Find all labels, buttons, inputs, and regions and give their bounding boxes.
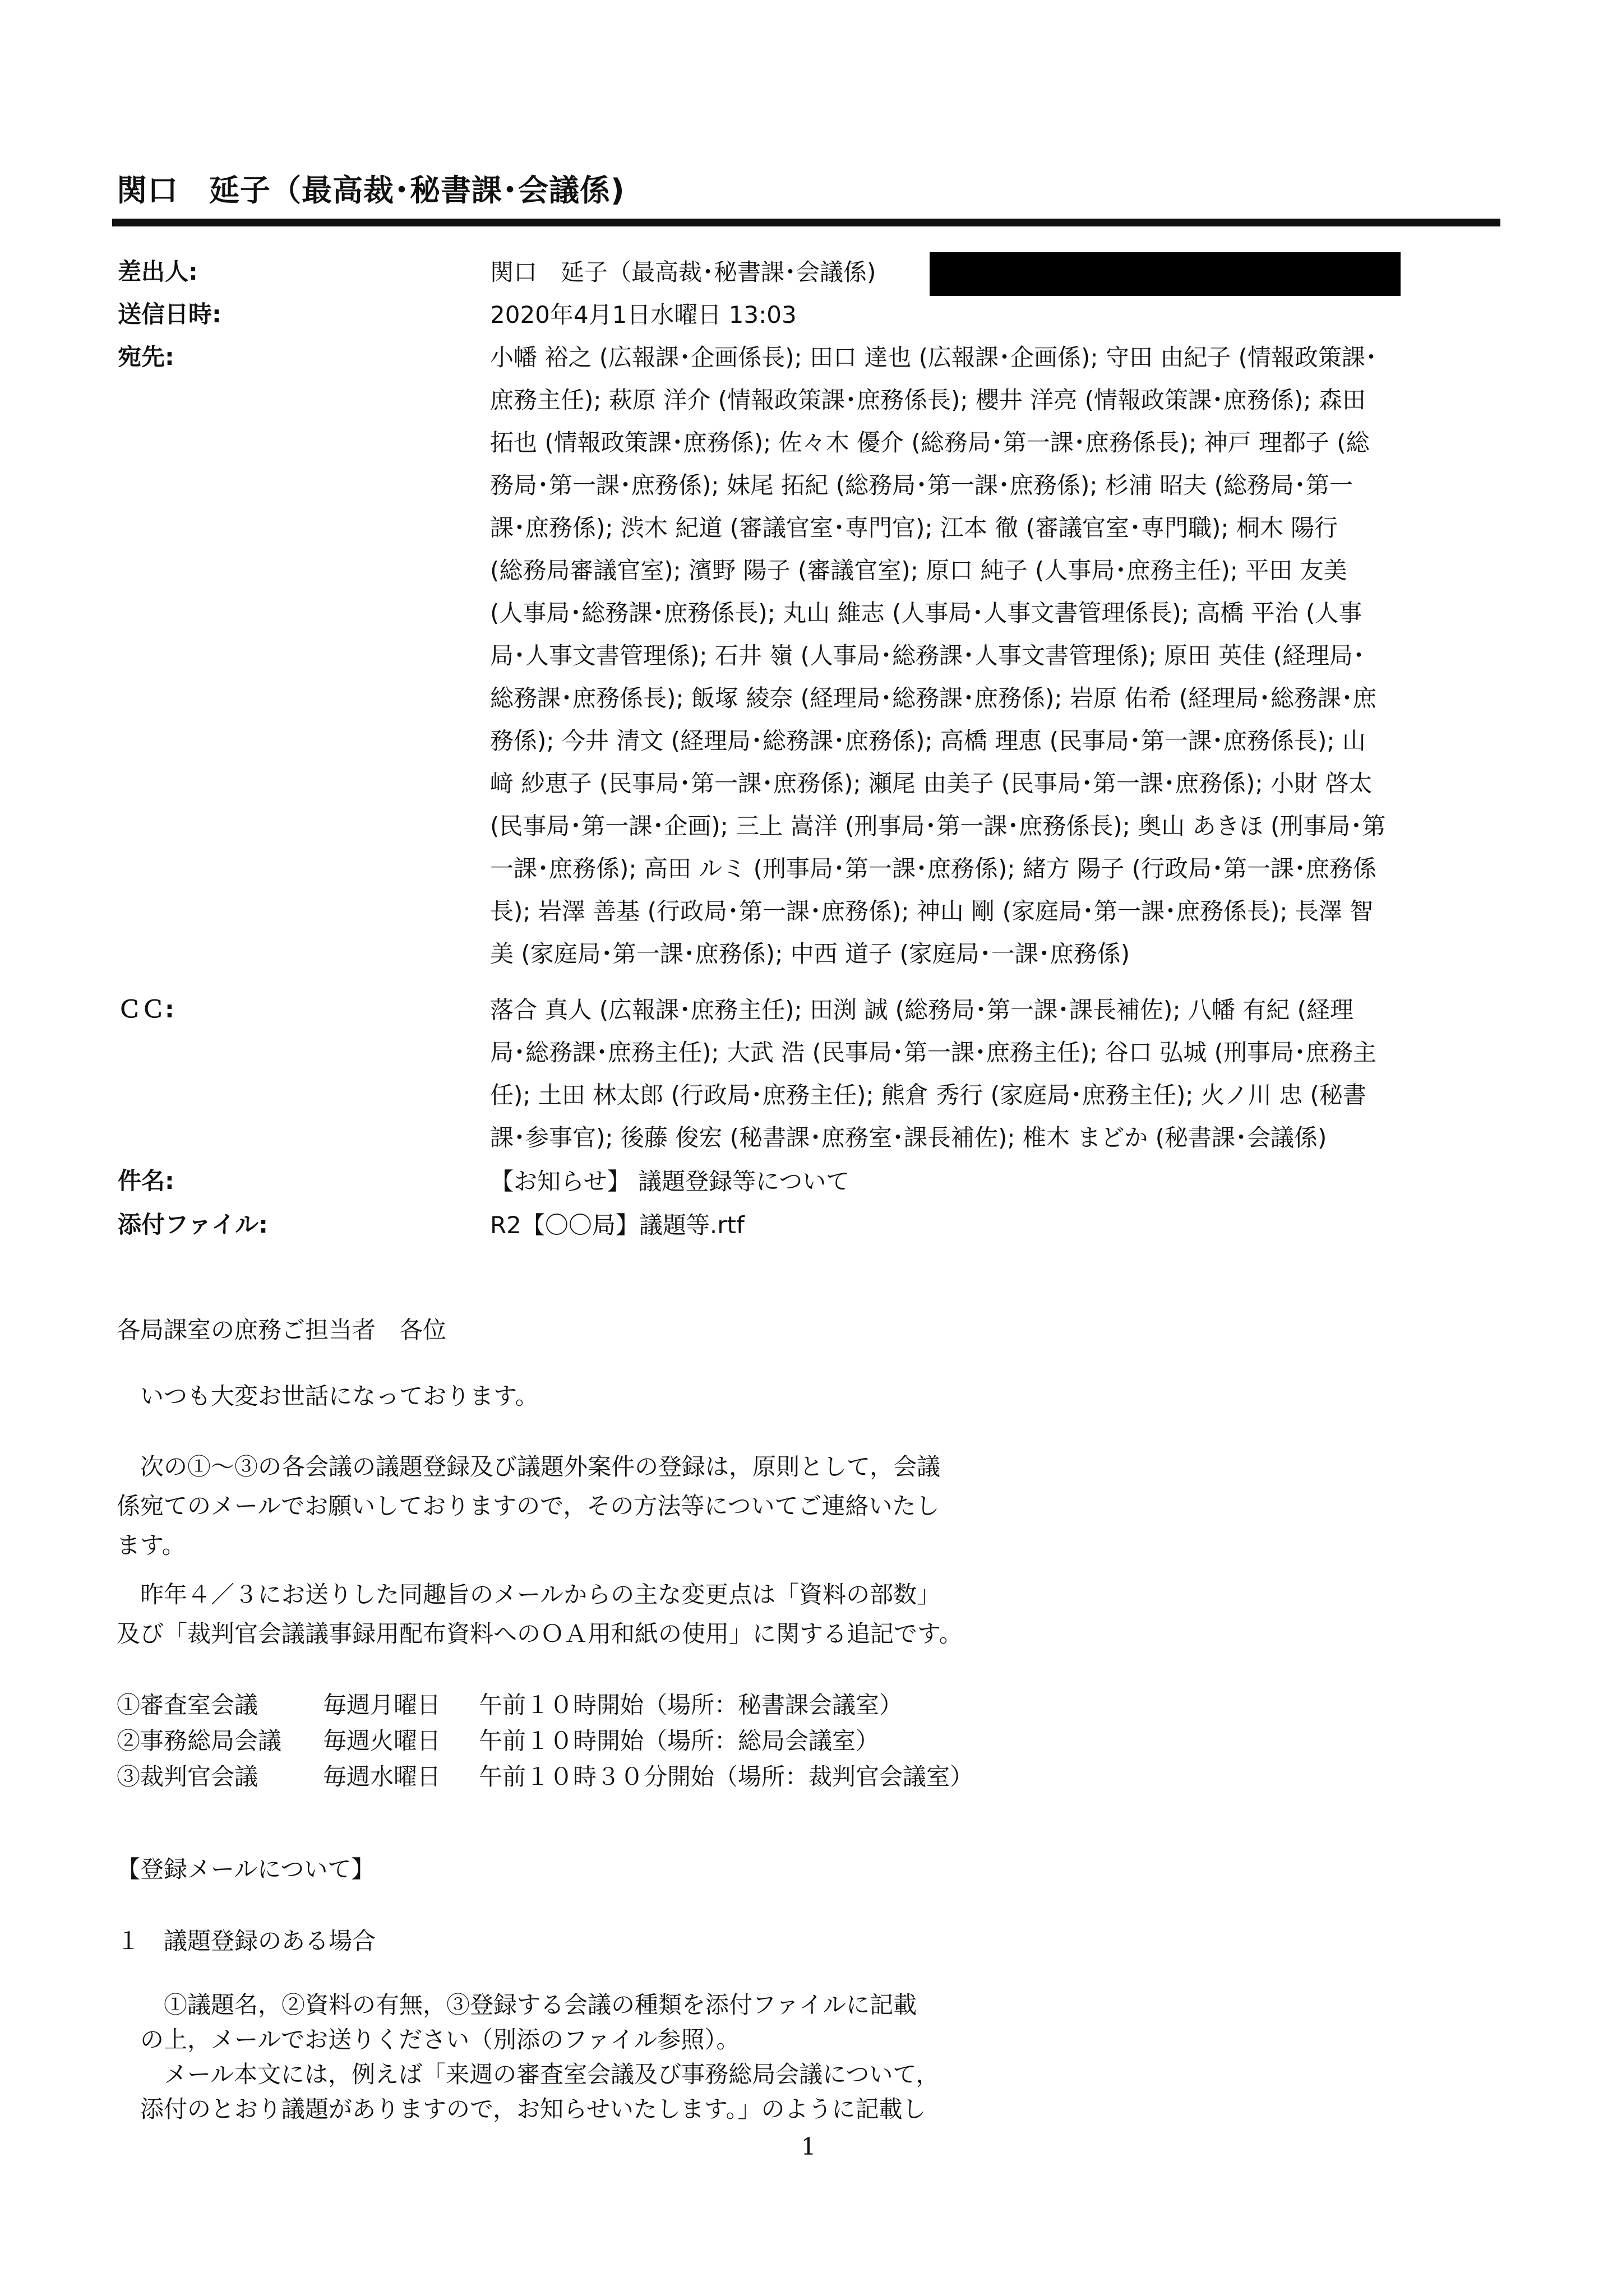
from-label: 差出人: bbox=[118, 258, 198, 285]
to-line: 総務課･庶務係長); 飯塚 綾奈 (経理局･総務課･庶務係); 岩原 佑希 (経理局･総務課･庶 bbox=[490, 684, 1376, 712]
meeting-detail: 午前１０時開始（場所：総局会議室） bbox=[479, 1727, 880, 1755]
to-line: (総務局審議官室); 濱野 陽子 (審議官室); 原口 純子 (人事局･庶務主任); 平田 友美 bbox=[490, 557, 1347, 584]
paragraph-line: 昨年４／３にお送りした同趣旨のメールからの主な変更点は「資料の部数」 bbox=[117, 1581, 941, 1608]
to-label: 宛先: bbox=[118, 343, 174, 371]
to-line: 拓也 (情報政策課･庶務係); 佐々木 優介 (総務局･第一課･庶務係長); 神戸 理都子 (総 bbox=[490, 429, 1370, 456]
section-heading: 【登録メールについて】 bbox=[117, 1855, 375, 1883]
meeting-row bbox=[117, 1759, 973, 1795]
meeting-name: ③裁判官会議 bbox=[117, 1763, 258, 1790]
sent-label: 送信日時: bbox=[118, 300, 221, 328]
item-line: ①議題名，②資料の有無，③登録する会議の種類を添付ファイルに記載 bbox=[117, 1991, 917, 2019]
item-body bbox=[117, 1988, 939, 2127]
paragraph-line: 係宛てのメールでお願いしておりますので，その方法等についてご連絡いたし bbox=[117, 1492, 940, 1520]
paragraph-changes bbox=[117, 1575, 963, 1654]
cc-line: 局･総務課･庶務主任); 大武 浩 (民事局･第一課･庶務主任); 谷口 弘城 (刑事局･庶務主 bbox=[490, 1039, 1376, 1066]
greeting: いつも大変お世話になっております。 bbox=[117, 1382, 539, 1410]
to-recipients bbox=[490, 336, 1505, 975]
cc-line: 課･参事官); 後藤 俊宏 (秘書課･庶務室･課長補佐); 椎木 まどか (秘書課･会議係) bbox=[490, 1124, 1327, 1151]
to-line: 長); 岩澤 善基 (行政局･第一課･庶務係); 神山 剛 (家庭局･第一課･庶務係長); 長澤 智 bbox=[490, 897, 1374, 925]
paragraph-line: 及び「裁判官会議議事録用配布資料へのＯＡ用和紙の使用」に関する追記です。 bbox=[117, 1620, 963, 1647]
from-value: 関口 延子（最高裁･秘書課･会議係) bbox=[490, 258, 876, 286]
sent-value: 2020年4月1日水曜日 13:03 bbox=[490, 301, 797, 328]
paragraph-registration bbox=[117, 1447, 940, 1565]
to-line: 課･庶務係); 渋木 紀道 (審議官室･専門官); 江本 徹 (審議官室･専門職); 桐木 陽行 bbox=[490, 514, 1338, 541]
meeting-name: ②事務総局会議 bbox=[117, 1727, 282, 1755]
meeting-name: ①審査室会議 bbox=[117, 1691, 258, 1719]
cc-line: 任); 土田 林太郎 (行政局･庶務主任); 熊倉 秀行 (家庭局･庶務主任); 火ノ川 忠 (秘書 bbox=[490, 1081, 1366, 1109]
cc-line: 落合 真人 (広報課･庶務主任); 田渕 誠 (総務局･第一課･課長補佐); 八幡 有紀 (経理 bbox=[490, 996, 1354, 1024]
attachment-filename: R2【〇〇局】議題等.rtf bbox=[490, 1211, 745, 1239]
to-line: 﨑 紗恵子 (民事局･第一課･庶務係); 瀬尾 由美子 (民事局･第一課･庶務係); 小財 啓太 bbox=[490, 770, 1373, 797]
to-line: 小幡 裕之 (広報課･企画係長); 田口 達也 (広報課･企画係); 守田 由紀子 (情報政策課･ bbox=[490, 344, 1378, 371]
paragraph-line: 次の①～③の各会議の議題登録及び議題外案件の登録は，原則として，会議 bbox=[117, 1453, 941, 1480]
meeting-day: 毎週火曜日 bbox=[323, 1727, 441, 1755]
salutation: 各局課室の庶務ご担当者 各位 bbox=[117, 1316, 447, 1344]
subject-value: 【お知らせ】 議題登録等について bbox=[490, 1168, 850, 1195]
title-divider bbox=[112, 219, 1500, 226]
meeting-row bbox=[117, 1687, 903, 1723]
subject-label: 件名: bbox=[118, 1167, 174, 1195]
to-line: (人事局･総務課･庶務係長); 丸山 維志 (人事局･人事文書管理係長); 高橋 平治 (人事 bbox=[490, 599, 1362, 627]
meeting-day: 毎週水曜日 bbox=[323, 1763, 441, 1790]
item-heading: １ 議題登録のある場合 bbox=[117, 1927, 376, 1955]
to-line: 一課･庶務係); 高田 ルミ (刑事局･第一課･庶務係); 緒方 陽子 (行政局･第一課･庶務係 bbox=[490, 855, 1376, 882]
to-line: 務局･第一課･庶務係); 妹尾 拓紀 (総務局･第一課･庶務係); 杉浦 昭夫 (総務局･第一 bbox=[490, 471, 1353, 499]
to-line: 務係); 今井 清文 (経理局･総務課･庶務係); 高橋 理恵 (民事局･第一課･庶務係長); 山 bbox=[490, 727, 1366, 754]
page-number: 1 bbox=[801, 2133, 816, 2160]
to-line: 局･人事文書管理係); 石井 嶺 (人事局･総務課･人事文書管理係); 原田 英佳 (経理局･ bbox=[490, 642, 1365, 669]
cc-label: ＣＣ: bbox=[118, 996, 174, 1023]
to-line: 美 (家庭局･第一課･庶務係); 中西 道子 (家庭局･一課･庶務係) bbox=[490, 940, 1130, 968]
redaction-bar bbox=[930, 252, 1401, 296]
attachment-label: 添付ファイル: bbox=[118, 1211, 268, 1238]
meeting-detail: 午前１０時開始（場所：秘書課会議室） bbox=[479, 1691, 903, 1719]
to-line: (民事局･第一課･企画); 三上 嵩洋 (刑事局･第一課･庶務係長); 奥山 あきほ (刑事局･第 bbox=[490, 812, 1386, 840]
to-line: 庶務主任); 萩原 洋介 (情報政策課･庶務係長); 櫻井 洋亮 (情報政策課･庶務係); 森田 bbox=[490, 386, 1366, 414]
item-line: 添付のとおり議題がありますので，お知らせいたします。」のように記載し bbox=[117, 2095, 926, 2123]
meeting-day: 毎週月曜日 bbox=[323, 1691, 441, 1719]
item-line: メール本文には，例えば「来週の審査室会議及び事務総局会議について， bbox=[117, 2061, 940, 2088]
cc-recipients bbox=[490, 989, 1505, 1159]
sender-title: 関口 延子（最高裁･秘書課･会議係) bbox=[117, 173, 625, 208]
item-line: の上，メールでお送りください（別添のファイル参照）。 bbox=[117, 2026, 740, 2053]
paragraph-line: ます。 bbox=[117, 1531, 186, 1559]
meeting-row bbox=[117, 1723, 879, 1759]
meeting-detail: 午前１０時３０分開始（場所：裁判官会議室） bbox=[479, 1763, 974, 1790]
